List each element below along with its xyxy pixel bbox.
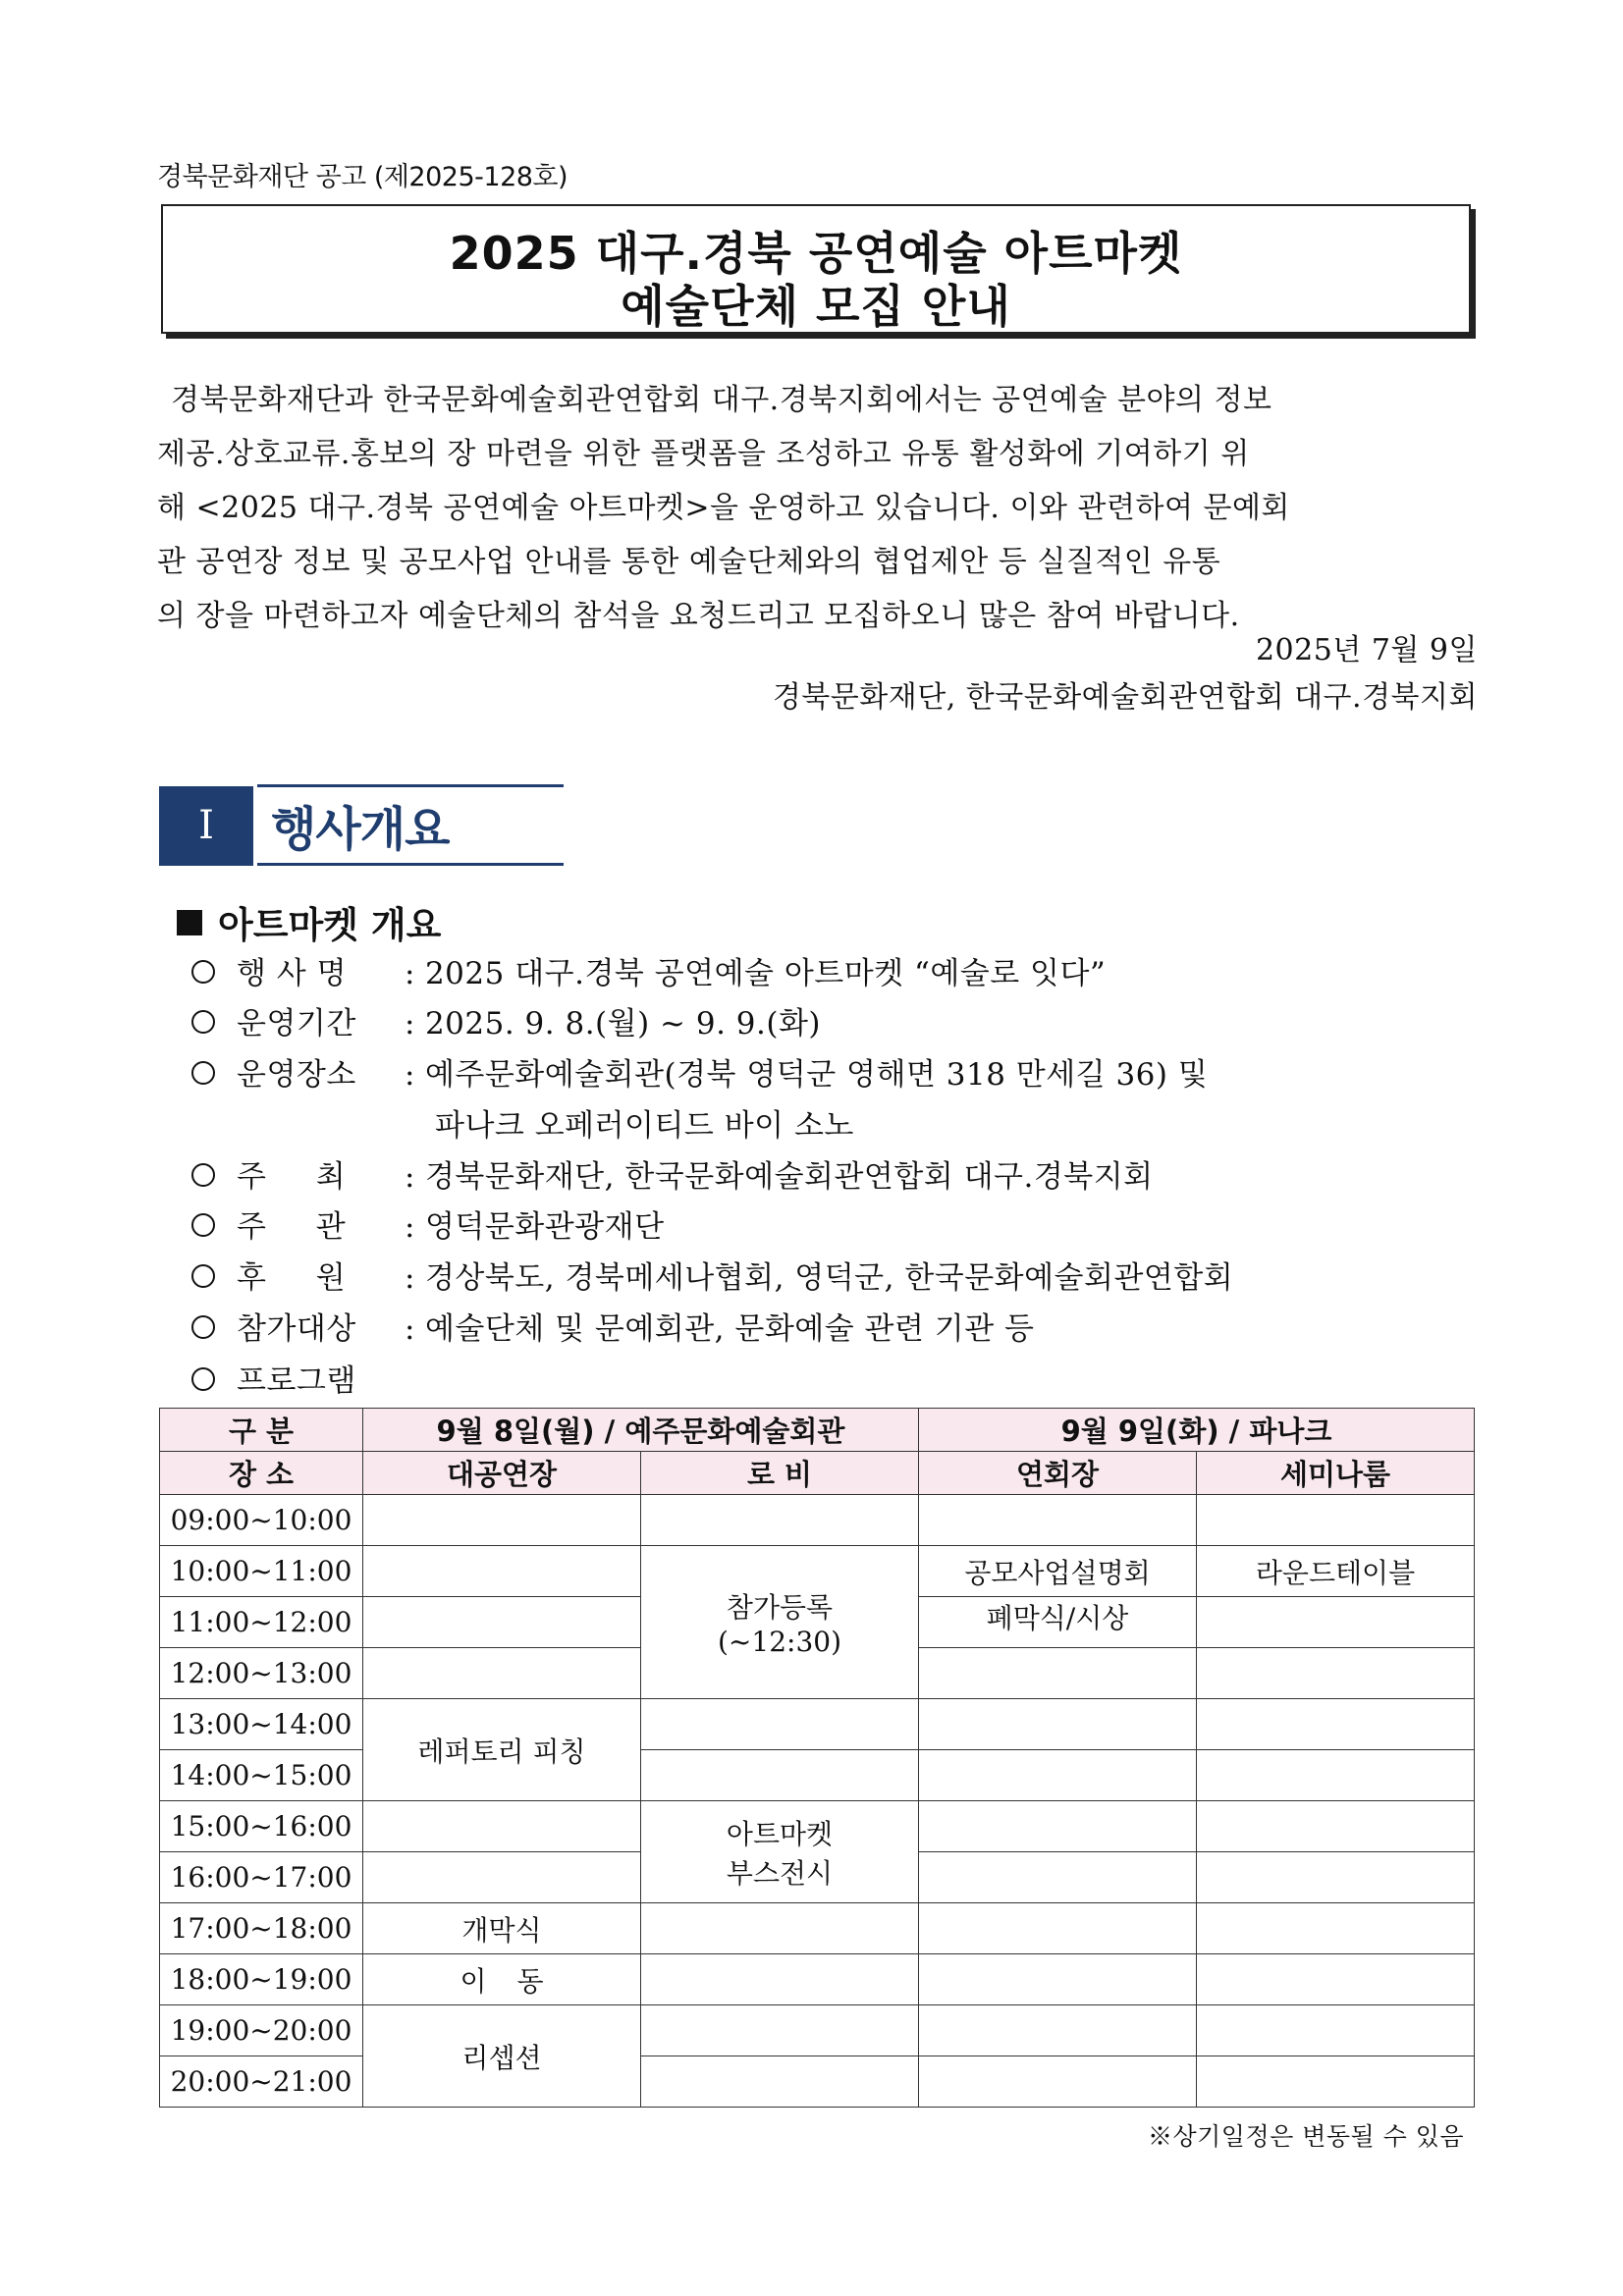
notice-date: 2025년 7월 9일 [1255,633,1478,667]
opening-ceremony-cell: 개막식 [363,1903,641,1954]
square-bullet-icon [177,910,202,935]
item-label: 참가대상 [237,1311,356,1347]
item-label: 행 사 명 [237,956,348,991]
pitching-cell: 레퍼토리 피칭 [363,1699,641,1801]
table-row [160,1801,1475,1852]
table-row [160,2005,1475,2056]
intro-line: 의 장을 마련하고자 예술단체의 참석을 요청드리고 모집하오니 많은 참여 바랍니다. [157,599,1240,633]
header-seminar-room: 세미나룸 [1197,1452,1475,1495]
intro-line: 해 <2025 대구.경북 공연예술 아트마켓>을 운영하고 있습니다. 이와 관련하여 문예회 [157,491,1290,525]
booth-exhibition-cell: 아트마켓 부스전시 [641,1801,919,1903]
table-row [160,1699,1475,1750]
item-content: 예술단체 및 문예회관, 문화예술 관련 기관 등 [424,1311,1035,1347]
time-cell: 14:00~15:00 [160,1750,363,1801]
time-cell: 10:00~11:00 [160,1546,363,1597]
time-cell: 19:00~20:00 [160,2005,363,2056]
time-cell: 16:00~17:00 [160,1852,363,1903]
item-content: 경상북도, 경북메세나협회, 영덕군, 한국문화예술회관연합회 [424,1260,1234,1296]
intro-line: 경북문화재단과 한국문화예술회관연합회 대구.경북지회에서는 공연예술 분야의 정보 [171,383,1272,417]
time-cell: 13:00~14:00 [160,1699,363,1750]
overview-item-target: 참가대상 : 예술단체 및 문예회관, 문화예술 관련 기관 등 [191,1304,1034,1348]
item-label: 후 원 [237,1260,347,1296]
briefing-cell: 공모사업설명회 [919,1546,1197,1597]
registration-cell [641,1586,918,1658]
overview-item-host: 주 최 : 경북문화재단, 한국문화예술회관연합회 대구.경북지회 [191,1151,1154,1196]
notice-organizers: 경북문화재단, 한국문화예술회관연합회 대구.경북지회 [772,680,1478,715]
table-row [160,2056,1475,2108]
circle-bullet-icon [191,1213,215,1237]
header-banquet-hall: 연회장 [919,1452,1197,1495]
header-day1: 9월 8일(월) / 예주문화예술회관 [363,1409,919,1452]
circle-bullet-icon [191,1315,215,1339]
table-header-row [160,1409,1475,1452]
circle-bullet-icon [191,960,215,984]
subheading: 아트마켓 개요 [177,895,441,948]
intro-line: 제공.상호교류.홍보의 장 마련을 위한 플랫폼을 조성하고 유통 활성화에 기여하기 위 [157,437,1250,471]
header-day2: 9월 9일(화) / 파나크 [919,1409,1475,1452]
table-row [160,1954,1475,2005]
item-content: 2025 대구.경북 공연예술 아트마켓 “예술로 잇다” [424,956,1107,991]
time-cell: 17:00~18:00 [160,1903,363,1954]
reception-cell: 리셉션 [363,2005,641,2108]
header-main-hall: 대공연장 [363,1452,641,1495]
header-lobby: 로 비 [641,1452,919,1495]
overview-item-venue: 운영장소 : 예주문화예술회관(경북 영덕군 영해면 318 만세길 36) 및 [191,1049,1208,1094]
overview-item-event-name: 행 사 명 : 2025 대구.경북 공연예술 아트마켓 “예술로 잇다” [191,948,1106,992]
roundtable-cell: 라운드테이블 [1197,1546,1475,1597]
closing-ceremony-cell: 폐막식/시상 [919,1597,1197,1648]
intro-line: 관 공연장 정보 및 공모사업 안내를 통한 예술단체와의 협업제안 등 실질적인 유통 [157,545,1221,579]
overview-item-program [191,1356,399,1400]
table-row [160,1495,1475,1546]
registration-label: 참가등록 [726,1591,834,1624]
overview-item-sponsor: 후 원 : 경상북도, 경북메세나협회, 영덕군, 한국문화예술회관연합회 [191,1253,1233,1297]
program-schedule-table [159,1408,1475,2108]
time-cell: 15:00~16:00 [160,1801,363,1852]
item-label: 운영장소 [237,1057,356,1093]
time-cell: 11:00~12:00 [160,1597,363,1648]
header-place: 장 소 [160,1452,363,1495]
schedule-note: ※상기일정은 변동될 수 있음 [1148,2122,1464,2151]
time-cell: 18:00~19:00 [160,1954,363,2005]
move-cell: 이 동 [363,1954,641,2005]
table-row [160,1750,1475,1801]
item-label: 프로그램 [237,1363,356,1399]
title-line-1: 2025 대구.경북 공연예술 아트마켓 [449,227,1183,280]
circle-bullet-icon [191,1367,215,1391]
circle-bullet-icon [191,1010,215,1034]
item-content: 2025. 9. 8.(월) ~ 9. 9.(화) [424,1006,822,1041]
overview-item-organizer: 주 관 : 영덕문화관광재단 [191,1201,665,1246]
item-content: 예주문화예술회관(경북 영덕군 영해면 318 만세길 36) 및 [424,1057,1209,1093]
circle-bullet-icon [191,1163,215,1187]
item-content: 영덕문화관광재단 [424,1209,665,1245]
header-gubun: 구 분 [160,1409,363,1452]
section-rule-top [257,784,564,787]
item-label: 주 최 [237,1159,347,1195]
item-content: 경북문화재단, 한국문화예술회관연합회 대구.경북지회 [424,1159,1154,1195]
section-title: 행사개요 [271,802,450,857]
table-row [160,1546,1475,1597]
circle-bullet-icon [191,1264,215,1288]
item-content-continued: 파나크 오페러이티드 바이 소노 [435,1108,854,1144]
time-cell: 12:00~13:00 [160,1648,363,1699]
time-cell: 20:00~21:00 [160,2056,363,2108]
item-label: 운영기간 [237,1006,356,1041]
item-label: 주 관 [237,1209,347,1245]
time-cell: 09:00~10:00 [160,1495,363,1546]
title-box [161,204,1471,334]
table-row [160,1903,1475,1954]
section-number: I [159,786,253,866]
notice-number: 경북문화재단 공고 (제2025-128호) [157,162,568,192]
title-line-2: 예술단체 모집 안내 [621,280,1011,333]
circle-bullet-icon [191,1061,215,1085]
intro-paragraph [157,373,1478,643]
section-rule-bottom [257,863,564,866]
registration-time: (~12:30) [718,1626,841,1658]
overview-item-period: 운영기간 : 2025. 9. 8.(월) ~ 9. 9.(화) [191,998,821,1042]
table-header-row [160,1452,1475,1495]
